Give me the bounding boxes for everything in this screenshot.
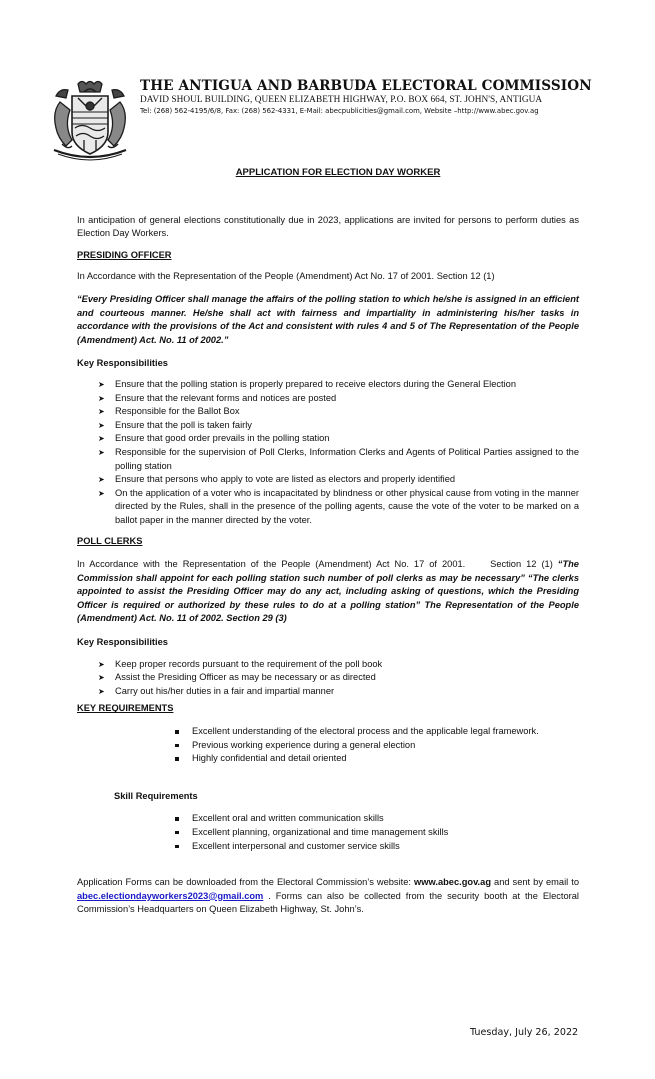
list-item: ➤ Ensure that persons who apply to vote are listed as electors and properly identified [98,473,579,487]
organization-block [140,78,610,117]
arrow-bullet-icon: ➤ [98,407,105,417]
presiding-officer-quote: “Every Presiding Officer shall manage the affairs of the polling station to which he/she is assigned in an efficient and courteous manner. He/she shall act with fairness and impartiality in administering his/her tasks in accordance with the provisions of the Act and consistent with rules 4 and 5 of The Representation of the People (Amendment) Act. No. 11 of 2002.” [77,293,579,345]
square-bullet-icon [175,757,179,761]
list-item: ➤ Carry out his/her duties in a fair and impartial manner [98,685,579,699]
list-item: ➤ Ensure that the poll is taken fairly [98,419,579,433]
presiding-officer-reference: In Accordance with the Representation of the People (Amendment) Act No. 17 of 2001. Section 12 (1) [77,271,495,282]
email-link[interactable]: abec.electiondayworkers2023@gmail.com [77,890,264,901]
arrow-bullet-icon: ➤ [98,488,105,498]
square-bullet-icon [175,744,179,748]
square-bullet-icon [175,845,179,849]
arrow-bullet-icon: ➤ [98,393,105,403]
list-item: ➤ Ensure that good order prevails in the polling station [98,432,579,446]
poll-clerks-responsibilities-list [98,658,579,699]
list-item: ➤ Assist the Presiding Officer as may be necessary or as directed [98,671,579,685]
arrow-bullet-icon: ➤ [98,447,105,457]
list-item: ➤ Ensure that the polling station is properly prepared to receive electors during the General Election [98,378,579,392]
square-bullet-icon [175,817,179,821]
list-item: ➤ On the application of a voter who is incapacitated by blindness or other physical cause from voting in the manner directed by the Rules, shall in the presence of the polling agents, cause the vote of the voter to be marked on a ballot paper in the manner directed by the voter. [98,487,579,525]
poll-clerks-quote: “The Commission shall appoint for each polling station such number of poll clerks as may be necessary” “The clerks appointed to assist the Presiding Officer may do any act, including asking of questions, which the Presiding Officer is required or authorized by these rules to do at a polling station” The Representation of the People (Amendment) Act. No. 11 of 2002. Section 29 (3) [77,559,579,624]
document-date: Tuesday, July 26, 2022 [470,1027,579,1038]
arrow-bullet-icon: ➤ [98,420,105,430]
list-item: Excellent understanding of the electoral process and the applicable legal framework. [174,725,579,739]
coat-of-arms-icon [48,78,132,166]
intro-paragraph: In anticipation of general elections constitutionally due in 2023, applications are invited for persons to perform duties as Election Day Workers. [77,214,579,239]
document-body [77,166,579,917]
list-item: Excellent interpersonal and customer service skills [174,840,579,854]
key-requirements-heading: KEY REQUIREMENTS [77,703,174,714]
poll-clerks-heading: POLL CLERKS [77,536,143,547]
skill-requirements-heading: Skill Requirements [114,790,198,801]
list-item: ➤ Responsible for the Ballot Box [98,405,579,419]
poll-clerks-responsibilities-heading: Key Responsibilities [77,637,168,648]
organization-address: DAVID SHOUL BUILDING, QUEEN ELIZABETH HIGHWAY, P.O. BOX 664, ST. JOHN'S, ANTIGUA [140,95,543,105]
arrow-bullet-icon: ➤ [98,379,105,389]
arrow-bullet-icon: ➤ [98,434,105,444]
poll-clerks-reference-block [77,558,579,626]
arrow-bullet-icon: ➤ [98,673,105,683]
presiding-officer-responsibilities-heading: Key Responsibilities [77,358,168,369]
organization-contact: Tel: (268) 562-4195/6/8, Fax: (268) 562-4331, E-Mail: abecpublicities@gmail.com, Website –http://www.abec.gov.ag [140,107,539,115]
arrow-bullet-icon: ➤ [98,475,105,485]
list-item: Previous working experience during a general election [174,739,579,753]
list-item: Excellent oral and written communication skills [174,812,579,826]
list-item: Highly confidential and detail oriented [174,752,579,766]
website-link[interactable]: www.abec.gov.ag [414,877,491,888]
square-bullet-icon [175,831,179,835]
organization-name: THE ANTIGUA AND BARBUDA ELECTORAL COMMISSION [140,78,592,94]
presiding-officer-heading: PRESIDING OFFICER [77,249,172,260]
square-bullet-icon [175,730,179,734]
key-requirements-list [174,725,579,766]
presiding-officer-responsibilities-list [98,378,579,528]
arrow-bullet-icon: ➤ [98,686,105,696]
list-item: ➤ Keep proper records pursuant to the requirement of the poll book [98,658,579,672]
poll-clerks-reference: In Accordance with the Representation of the People (Amendment) Act No. 17 of 2001. [77,559,466,570]
letterhead [48,78,608,170]
list-item: ➤ Responsible for the supervision of Poll Clerks, Information Clerks and Agents of Political Parties assigned to the polling station [98,446,579,471]
document-title: APPLICATION FOR ELECTION DAY WORKER [235,167,441,178]
closing-paragraph: Application Forms can be downloaded from the Electoral Commission’s website: www.abec.gov.ag and sent by email to abec.electiondayworkers2023@gmail.com . Forms can also be collected from the security booth at the Electoral Commission’s Headquarters on Queen Elizabeth Highway, St. John’s. [77,877,579,915]
list-item: ➤ Ensure that the relevant forms and notices are posted [98,392,579,406]
list-item: Excellent planning, organizational and time management skills [174,826,579,840]
arrow-bullet-icon: ➤ [98,659,105,669]
poll-clerks-section: Section 12 (1) [490,559,553,570]
skill-requirements-list [174,812,579,853]
